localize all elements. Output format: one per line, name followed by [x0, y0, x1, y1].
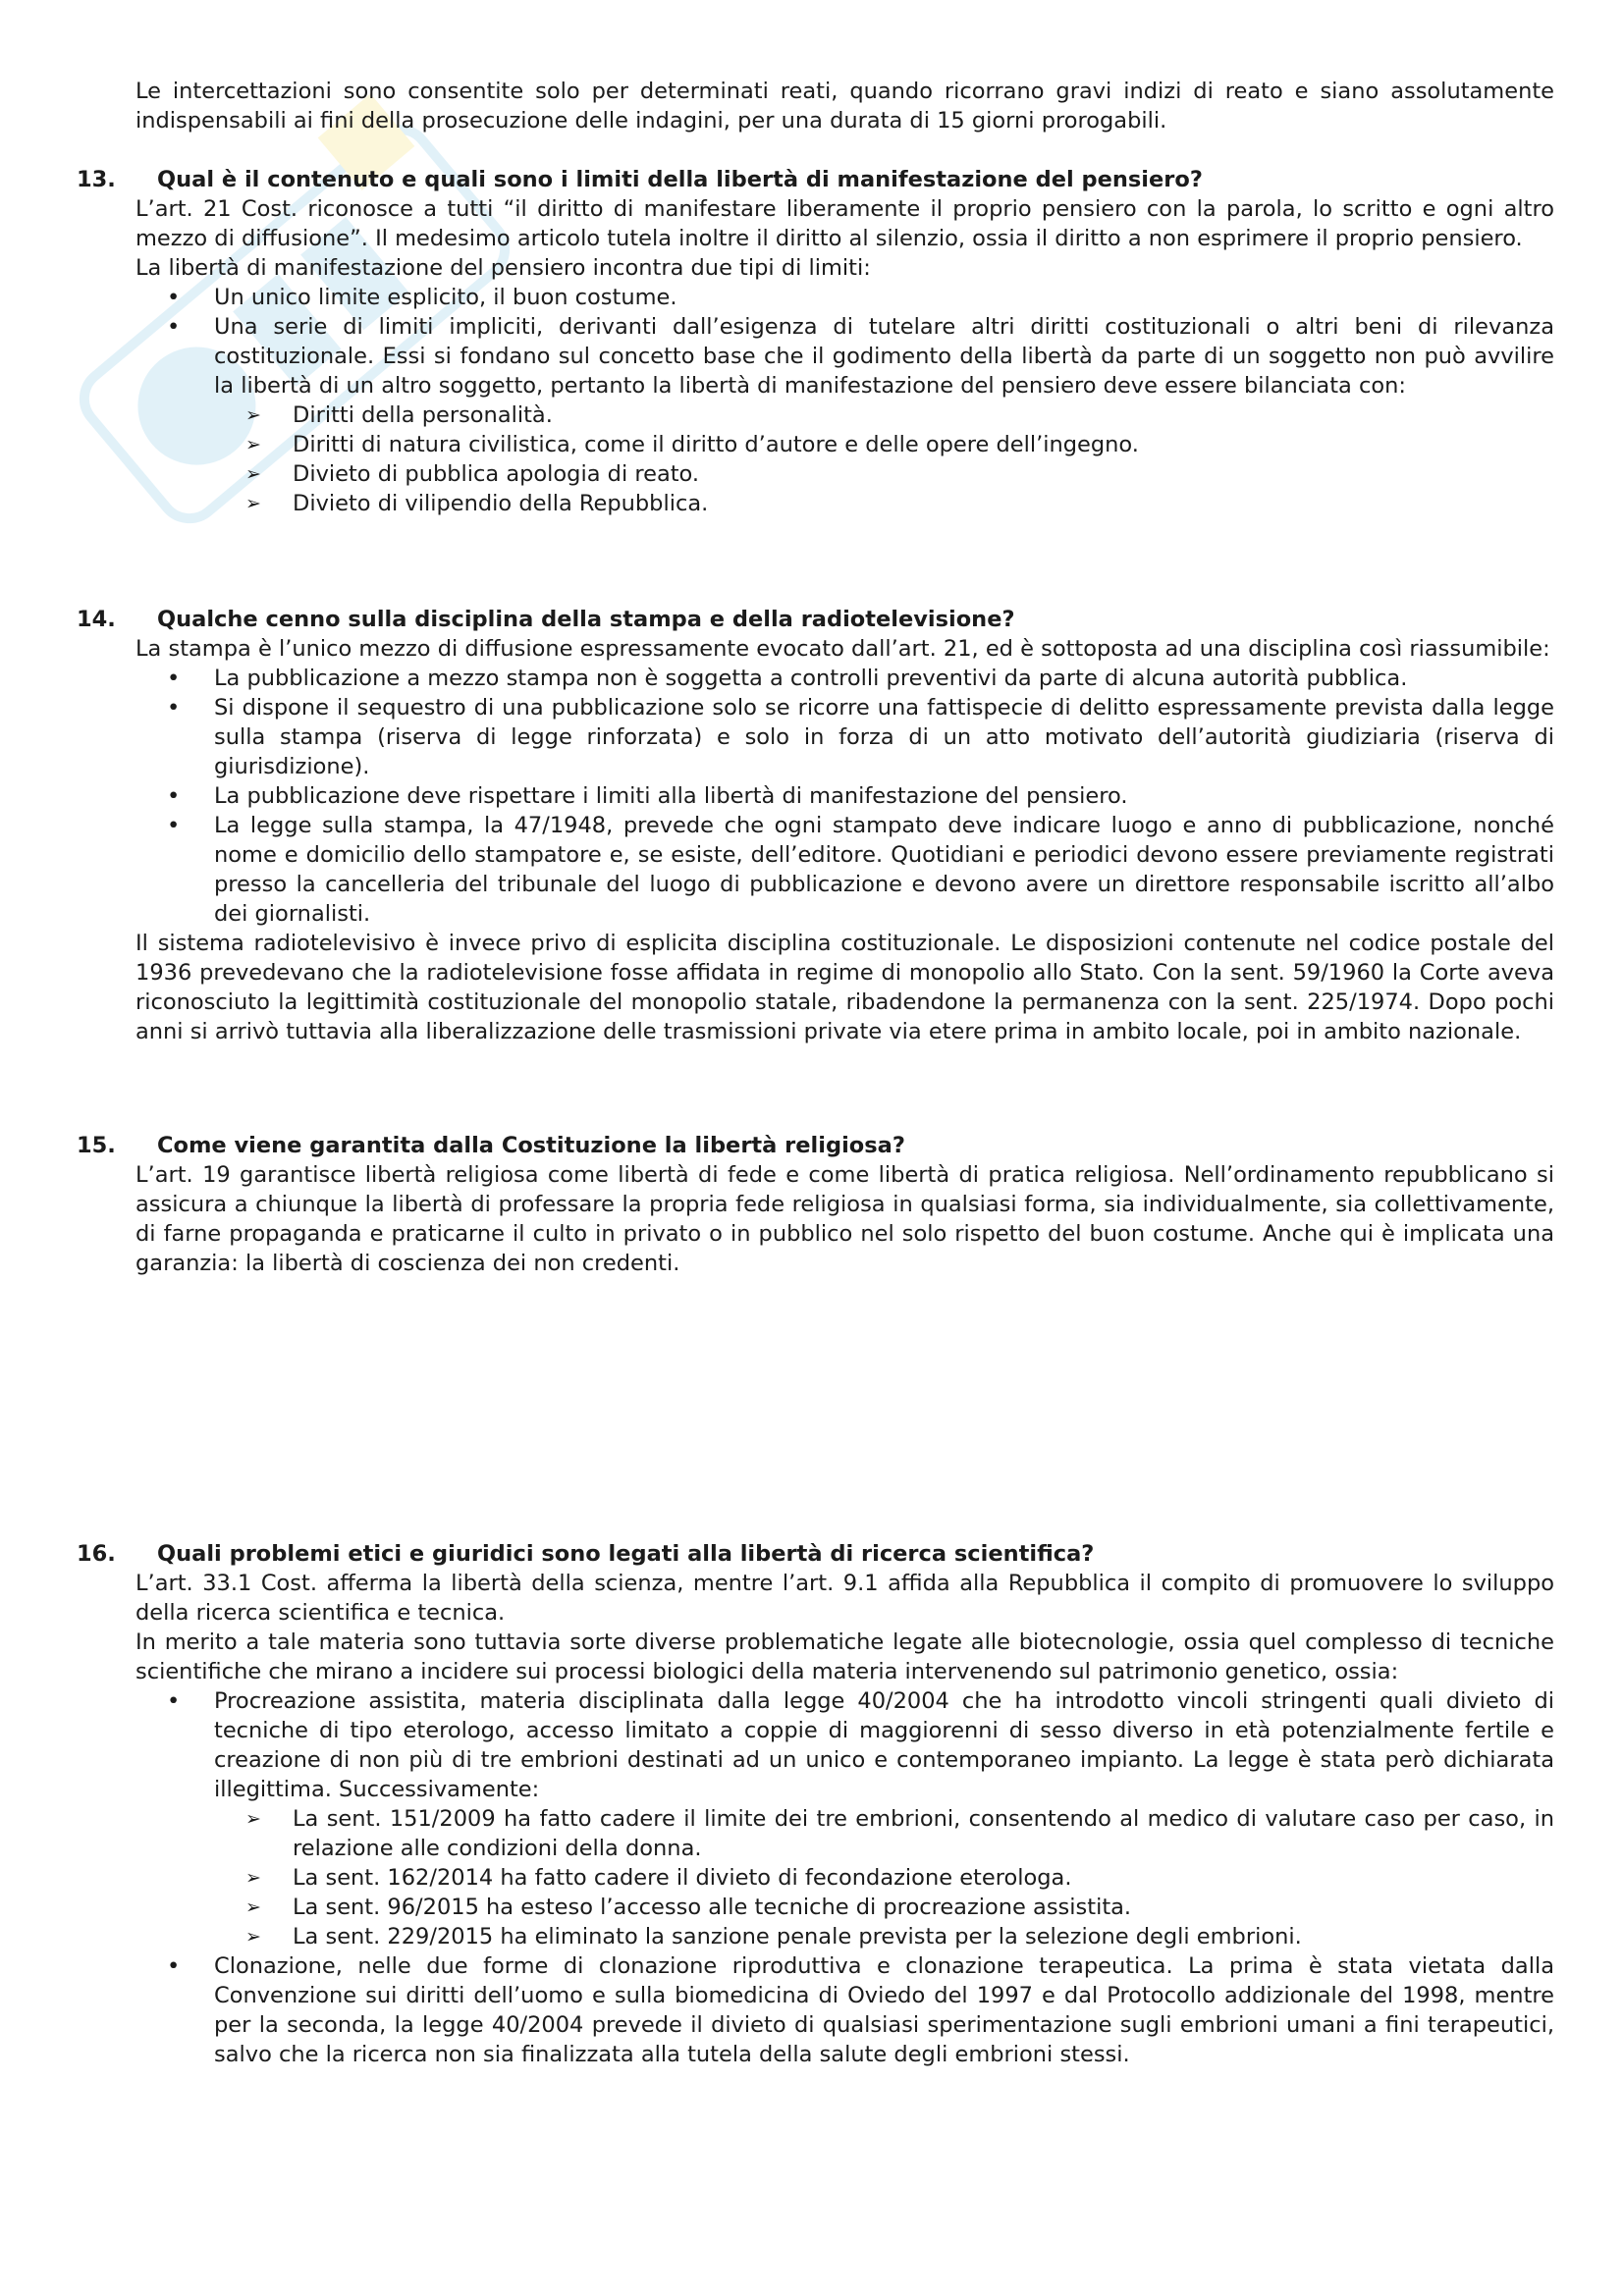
list-item: ➢ Divieto di pubblica apologia di reato.	[77, 459, 1554, 489]
list-item: ➢ La sent. 96/2015 ha esteso l’accesso alle tecniche di procreazione assistita.	[77, 1893, 1554, 1922]
question-title: Come viene garantita dalla Costituzione la libertà religiosa?	[157, 1133, 905, 1158]
list-item: • La legge sulla stampa, la 47/1948, prevede che ogni stampato deve indicare luogo e anno di pubblicazione, nonché nome e domicilio dello stampatore e, se esiste, dell’editore. Quotidiani e periodici devono essere previamente registrati presso la cancelleria del tribunale del luogo di pubblicazione e devono avere un direttore responsabile iscritto all’albo dei giornalisti.	[77, 811, 1554, 929]
bullet-list	[77, 664, 1554, 929]
section-15	[77, 1131, 1554, 1278]
bullet-list	[77, 1951, 1554, 2069]
paragraph: L’art. 33.1 Cost. afferma la libertà della scienza, mentre l’art. 9.1 affida alla Repubblica il compito di promuovere lo sviluppo della ricerca scientifica e tecnica.	[135, 1571, 1554, 1626]
section-16	[77, 1539, 1554, 2069]
list-item: • Procreazione assistita, materia disciplinata dalla legge 40/2004 che ha introdotto vincoli stringenti quali divieto di tecniche di tipo eterologo, accesso limitato a coppie di maggiorenni di sesso diverso in età potenzialmente fertile e creazione di non più di tre embrioni destinati ad un unico e contemporaneo impianto. La legge è stata però dichiarata illegittima. Successivamente:	[77, 1686, 1554, 1804]
question-number: 16.	[77, 1541, 116, 1567]
list-item: • La pubblicazione a mezzo stampa non è soggetta a controlli preventivi da parte di alcuna autorità pubblica.	[77, 664, 1554, 693]
question-title: Quali problemi etici e giuridici sono legati alla libertà di ricerca scientifica?	[157, 1541, 1095, 1567]
sub-bullet-list	[77, 400, 1554, 518]
section-14	[77, 605, 1554, 1046]
list-item: • Clonazione, nelle due forme di clonazione riproduttiva e clonazione terapeutica. La prima è stata vietata dalla Convenzione sui diritti dell’uomo e sulla biomedicina di Oviedo del 1997 e dal Protocollo addizionale del 1998, mentre per la seconda, la legge 40/2004 prevede il divieto di qualsiasi sperimentazione sugli embrioni umani a fini terapeutici, salvo che la ricerca non sia finalizzata alla tutela della salute degli embrioni stessi.	[77, 1951, 1554, 2069]
list-item: • La pubblicazione deve rispettare i limiti alla libertà di manifestazione del pensiero.	[77, 781, 1554, 811]
list-item: ➢ Diritti di natura civilistica, come il diritto d’autore e delle opere dell’ingegno.	[77, 430, 1554, 459]
question-heading	[77, 1131, 1554, 1160]
question-number: 15.	[77, 1133, 116, 1158]
question-heading	[77, 1539, 1554, 1569]
paragraph: La libertà di manifestazione del pensiero incontra due tipi di limiti:	[135, 255, 871, 281]
question-heading	[77, 605, 1554, 634]
sub-bullet-list	[77, 1804, 1554, 1951]
list-item: ➢ La sent. 151/2009 ha fatto cadere il limite dei tre embrioni, consentendo al medico di valutare caso per caso, in relazione alle condizioni della donna.	[77, 1804, 1554, 1863]
paragraph: Il sistema radiotelevisivo è invece privo di esplicita disciplina costituzionale. Le disposizioni contenute nel codice postale del 1936 prevedevano che la radiotelevisione fosse affidata in regime di monopolio allo Stato. Con la sent. 59/1960 la Corte aveva riconosciuto la legittimità costituzionale del monopolio statale, ribadendone la permanenza con la sent. 225/1974. Dopo pochi anni si arrivò tuttavia alla liberalizzazione delle trasmissioni private via etere prima in ambito locale, poi in ambito nazionale.	[135, 931, 1554, 1044]
list-item: ➢ La sent. 162/2014 ha fatto cadere il divieto di fecondazione eterologa.	[77, 1863, 1554, 1893]
list-item: ➢ La sent. 229/2015 ha eliminato la sanzione penale prevista per la selezione degli embrioni.	[77, 1922, 1554, 1951]
question-number: 14.	[77, 607, 116, 632]
paragraph: La stampa è l’unico mezzo di diffusione espressamente evocato dall’art. 21, ed è sottoposta ad una disciplina così riassumibile:	[135, 636, 1550, 662]
paragraph: L’art. 21 Cost. riconosce a tutti “il diritto di manifestare liberamente il proprio pensiero con la parola, lo scritto e ogni altro mezzo di diffusione”. Il medesimo articolo tutela inoltre il diritto al silenzio, ossia il diritto a non esprimere il proprio pensiero.	[135, 196, 1554, 251]
question-number: 13.	[77, 167, 116, 192]
paragraph: In merito a tale materia sono tuttavia sorte diverse problematiche legate alle biotecnologie, ossia quel complesso di tecniche scientifiche che mirano a incidere sui processi biologici della materia intervenendo sul patrimonio genetico, ossia:	[135, 1629, 1554, 1684]
list-item: ➢ Diritti della personalità.	[77, 400, 1554, 430]
intro-paragraph: Le intercettazioni sono consentite solo per determinati reati, quando ricorrano gravi indizi di reato e siano assolutamente indispensabili ai fini della prosecuzione delle indagini, per una durata di 15 giorni prorogabili.	[135, 79, 1554, 133]
question-heading	[77, 165, 1554, 194]
list-item: • Una serie di limiti impliciti, derivanti dall’esigenza di tutelare altri diritti costituzionali o altri beni di rilevanza costituzionale. Essi si fondano sul concetto base che il godimento della libertà da parte di un soggetto non può avvilire la libertà di un altro soggetto, pertanto la libertà di manifestazione del pensiero deve essere bilanciata con:	[77, 312, 1554, 400]
section-13	[77, 165, 1554, 518]
bullet-list	[77, 1686, 1554, 1804]
paragraph: L’art. 19 garantisce libertà religiosa come libertà di fede e come libertà di pratica religiosa. Nell’ordinamento repubblicano si assicura a chiunque la libertà di professare la propria fede religiosa in qualsiasi forma, sia individualmente, sia collettivamente, di farne propaganda e praticarne il culto in privato o in pubblico nel solo rispetto del buon costume. Anche qui è implicata una garanzia: la libertà di coscienza dei non credenti.	[135, 1162, 1554, 1276]
list-item: • Un unico limite esplicito, il buon costume.	[77, 283, 1554, 312]
question-title: Qualche cenno sulla disciplina della stampa e della radiotelevisione?	[157, 607, 1015, 632]
list-item: • Si dispone il sequestro di una pubblicazione solo se ricorre una fattispecie di delitto espressamente prevista dalla legge sulla stampa (riserva di legge rinforzata) e solo in forza di un atto motivato dell’autorità giudiziaria (riserva di giurisdizione).	[77, 693, 1554, 781]
list-item: ➢ Divieto di vilipendio della Repubblica.	[77, 489, 1554, 518]
bullet-list	[77, 283, 1554, 400]
question-title: Qual è il contenuto e quali sono i limiti della libertà di manifestazione del pensiero?	[157, 167, 1203, 192]
